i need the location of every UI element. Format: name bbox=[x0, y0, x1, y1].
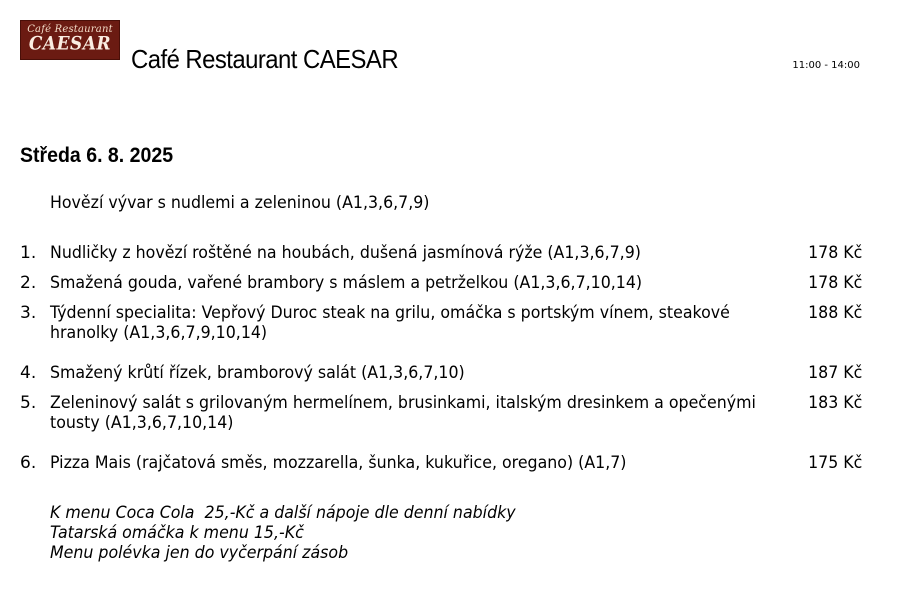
note-drinks: K menu Coca Cola 25,-Kč a další nápoje dle denní nabídky bbox=[50, 503, 516, 523]
menu-item-price: 175 Kč bbox=[807, 453, 862, 473]
menu-item-number: 3. bbox=[20, 303, 37, 323]
menu-item-name: Smažená gouda, vařené brambory s máslem a petrželkou (A1,3,6,7,10,14) bbox=[50, 273, 643, 293]
menu-item-number: 6. bbox=[20, 453, 37, 473]
menu-item-number: 4. bbox=[20, 363, 37, 383]
menu-item-number: 2. bbox=[20, 273, 37, 293]
menu-item-name: Zeleninový salát s grilovaným hermelínem, brusinkami, italským dresinkem a opečenými tousty (A1,3,6,7,10,14) bbox=[50, 393, 756, 433]
menu-item-name: Týdenní specialita: Vepřový Duroc steak na grilu, omáčka s portským vínem, steakové hranolky (A1,3,6,7,9,10,14) bbox=[50, 303, 730, 343]
soup-of-the-day: Hovězí vývar s nudlemi a zeleninou (A1,3,6,7,9) bbox=[50, 193, 430, 213]
menu-item-name: Smažený krůtí řízek, bramborový salát (A1,3,6,7,10) bbox=[50, 363, 465, 383]
logo-word-text: CAESAR bbox=[28, 32, 112, 55]
menu-notes bbox=[50, 503, 516, 563]
page-title: Café Restaurant CAESAR bbox=[131, 44, 399, 74]
note-soup-availability: Menu polévka jen do vyčerpání zásob bbox=[50, 543, 349, 563]
menu-item-price: 187 Kč bbox=[807, 363, 862, 383]
menu-item-name: Nudličky z hovězí roštěné na houbách, dušená jasmínová rýže (A1,3,6,7,9) bbox=[50, 243, 641, 263]
menu-item-name: Pizza Mais (rajčatová směs, mozzarella, šunka, kukuřice, oregano) (A1,7) bbox=[50, 453, 627, 473]
menu-item-price: 183 Kč bbox=[807, 393, 862, 413]
menu-date: Středa 6. 8. 2025 bbox=[20, 144, 174, 167]
note-tartar-sauce: Tatarská omáčka k menu 15,-Kč bbox=[50, 523, 304, 543]
menu-item-price: 188 Kč bbox=[807, 303, 862, 323]
menu-item-number: 5. bbox=[20, 393, 37, 413]
menu-item-number: 1. bbox=[20, 243, 37, 263]
menu-item-price: 178 Kč bbox=[807, 243, 862, 263]
menu-item-price: 178 Kč bbox=[807, 273, 862, 293]
opening-hours: 11:00 - 14:00 bbox=[792, 60, 860, 71]
logo-script-text: Café Restaurant bbox=[27, 24, 113, 35]
restaurant-logo bbox=[20, 20, 120, 60]
